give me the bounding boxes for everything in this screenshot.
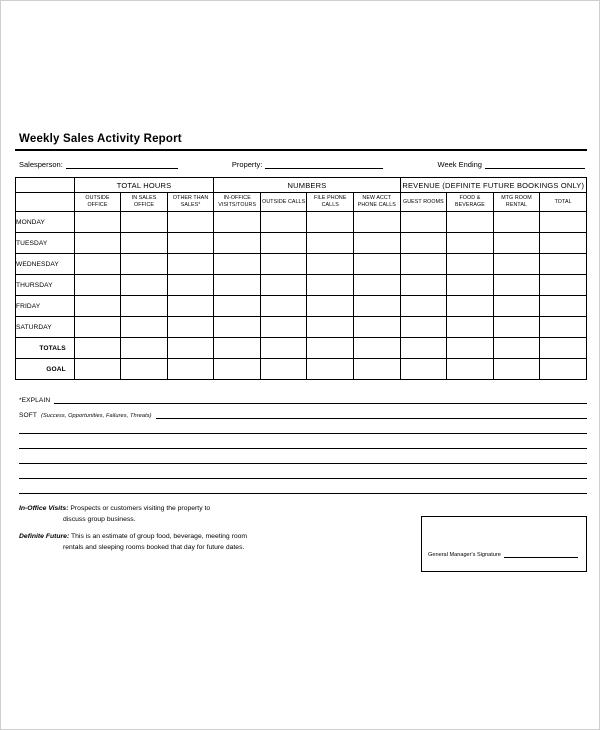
cell-monday-file-phone-calls[interactable] [307, 212, 354, 233]
cell-tuesday-in-office-visits[interactable] [214, 233, 261, 254]
cell-totals-outside-calls[interactable] [260, 338, 307, 359]
definition-continuation-definite-future: rentals and sleeping rooms booked that day for future dates. [63, 543, 245, 551]
cell-monday-outside-calls[interactable] [260, 212, 307, 233]
explain-input[interactable] [54, 394, 587, 404]
cell-friday-mtg-room-rental[interactable] [493, 296, 540, 317]
cell-saturday-total[interactable] [540, 317, 587, 338]
cell-thursday-outside-office[interactable] [74, 275, 121, 296]
salesperson-field[interactable] [19, 160, 178, 169]
cell-saturday-mtg-room-rental[interactable] [493, 317, 540, 338]
cell-goal-mtg-room-rental[interactable] [493, 359, 540, 380]
signature-field[interactable] [428, 550, 578, 558]
table-row [16, 359, 587, 380]
salesperson-input[interactable] [66, 160, 178, 169]
table-row [16, 338, 587, 359]
cell-totals-outside-office[interactable] [74, 338, 121, 359]
row-label-wednesday: WEDNESDAY [16, 254, 75, 275]
column-header-spacer [16, 193, 75, 212]
cell-goal-new-acct-phone-calls[interactable] [354, 359, 401, 380]
cell-goal-food-beverage[interactable] [447, 359, 494, 380]
table-group-header-row [16, 178, 587, 193]
col-food-beverage: FOOD & BEVERAGE [447, 193, 494, 212]
cell-friday-in-office-visits[interactable] [214, 296, 261, 317]
cell-saturday-outside-office[interactable] [74, 317, 121, 338]
notes-section [15, 389, 587, 494]
soft-input-line-5[interactable] [19, 469, 587, 479]
col-new-acct-phone-calls: NEW ACCT PHONE CALLS [354, 193, 401, 212]
table-row [16, 212, 587, 233]
table-row [16, 296, 587, 317]
definition-term-definite-future: Definite Future: [19, 533, 70, 541]
soft-input-line-4[interactable] [19, 454, 587, 464]
cell-goal-guest-rooms[interactable] [400, 359, 447, 380]
row-label-goal: GOAL [16, 359, 75, 380]
signature-input[interactable] [504, 550, 578, 558]
explain-row [19, 389, 587, 404]
cell-totals-food-beverage[interactable] [447, 338, 494, 359]
cell-thursday-food-beverage[interactable] [447, 275, 494, 296]
cell-wednesday-file-phone-calls[interactable] [307, 254, 354, 275]
cell-saturday-new-acct-phone-calls[interactable] [354, 317, 401, 338]
cell-friday-food-beverage[interactable] [447, 296, 494, 317]
page-title: Weekly Sales Activity Report [19, 133, 182, 145]
cell-friday-total[interactable] [540, 296, 587, 317]
cell-thursday-in-sales-office[interactable] [121, 275, 168, 296]
soft-input-line-2[interactable] [19, 424, 587, 434]
identity-row [15, 160, 587, 169]
cell-saturday-guest-rooms[interactable] [400, 317, 447, 338]
cell-monday-in-sales-office[interactable] [121, 212, 168, 233]
definition-term-in-office-visits: In-Office Visits: [19, 505, 69, 512]
row-label-monday: MONDAY [16, 212, 75, 233]
soft-sublabel: (Success, Opportunities, Failures, Threats) [40, 413, 152, 419]
cell-goal-outside-office[interactable] [74, 359, 121, 380]
definition-continuation-in-office-visits: discuss group business. [63, 515, 136, 523]
group-header-spacer [16, 178, 75, 193]
cell-friday-file-phone-calls[interactable] [307, 296, 354, 317]
col-in-office-visits: IN-OFFICE VISITS/TOURS [214, 193, 261, 212]
cell-wednesday-other-than-sales[interactable] [167, 254, 214, 275]
title-divider [15, 149, 587, 151]
table-row [16, 275, 587, 296]
col-in-sales-office: IN SALES OFFICE [121, 193, 168, 212]
cell-wednesday-total[interactable] [540, 254, 587, 275]
cell-monday-mtg-room-rental[interactable] [493, 212, 540, 233]
signature-label: General Manager's Signature [428, 552, 501, 558]
cell-friday-other-than-sales[interactable] [167, 296, 214, 317]
cell-monday-other-than-sales[interactable] [167, 212, 214, 233]
cell-goal-in-sales-office[interactable] [121, 359, 168, 380]
definition-text-in-office-visits: Prospects or customers visiting the property to [70, 505, 211, 512]
cell-tuesday-mtg-room-rental[interactable] [493, 233, 540, 254]
week-ending-field[interactable] [438, 160, 585, 169]
signature-box [421, 516, 587, 572]
soft-input-line-1[interactable] [156, 409, 587, 419]
row-label-saturday: SATURDAY [16, 317, 75, 338]
soft-row-2 [19, 419, 587, 434]
cell-totals-total[interactable] [540, 338, 587, 359]
cell-thursday-guest-rooms[interactable] [400, 275, 447, 296]
soft-row [19, 404, 587, 419]
cell-saturday-other-than-sales[interactable] [167, 317, 214, 338]
cell-wednesday-outside-calls[interactable] [260, 254, 307, 275]
soft-row-5 [19, 464, 587, 479]
cell-tuesday-file-phone-calls[interactable] [307, 233, 354, 254]
cell-monday-in-office-visits[interactable] [214, 212, 261, 233]
cell-monday-outside-office[interactable] [74, 212, 121, 233]
soft-input-line-3[interactable] [19, 439, 587, 449]
cell-totals-new-acct-phone-calls[interactable] [354, 338, 401, 359]
cell-thursday-mtg-room-rental[interactable] [493, 275, 540, 296]
cell-friday-in-sales-office[interactable] [121, 296, 168, 317]
cell-friday-new-acct-phone-calls[interactable] [354, 296, 401, 317]
report-sheet [15, 133, 587, 560]
cell-totals-mtg-room-rental[interactable] [493, 338, 540, 359]
activity-table [15, 177, 587, 380]
col-outside-office: OUTSIDE OFFICE [74, 193, 121, 212]
cell-tuesday-outside-calls[interactable] [260, 233, 307, 254]
table-row [16, 254, 587, 275]
table-row [16, 317, 587, 338]
cell-saturday-in-office-visits[interactable] [214, 317, 261, 338]
col-other-than-sales: OTHER THAN SALES* [167, 193, 214, 212]
soft-input-line-6[interactable] [19, 484, 587, 494]
soft-row-4 [19, 449, 587, 464]
cell-totals-guest-rooms[interactable] [400, 338, 447, 359]
cell-friday-guest-rooms[interactable] [400, 296, 447, 317]
salesperson-label: Salesperson: [19, 160, 63, 169]
cell-thursday-other-than-sales[interactable] [167, 275, 214, 296]
cell-wednesday-new-acct-phone-calls[interactable] [354, 254, 401, 275]
row-label-thursday: THURSDAY [16, 275, 75, 296]
property-field[interactable] [232, 160, 383, 169]
cell-tuesday-guest-rooms[interactable] [400, 233, 447, 254]
cell-thursday-total[interactable] [540, 275, 587, 296]
cell-wednesday-food-beverage[interactable] [447, 254, 494, 275]
group-header-numbers: NUMBERS [214, 178, 400, 193]
col-mtg-room-rental: MTG ROOM RENTAL [493, 193, 540, 212]
cell-wednesday-outside-office[interactable] [74, 254, 121, 275]
cell-thursday-new-acct-phone-calls[interactable] [354, 275, 401, 296]
col-total: TOTAL [540, 193, 587, 212]
cell-tuesday-food-beverage[interactable] [447, 233, 494, 254]
group-header-revenue: REVENUE (DEFINITE FUTURE BOOKINGS ONLY) [400, 178, 586, 193]
cell-wednesday-in-office-visits[interactable] [214, 254, 261, 275]
cell-wednesday-guest-rooms[interactable] [400, 254, 447, 275]
col-outside-calls: OUTSIDE CALLS [260, 193, 307, 212]
cell-goal-total[interactable] [540, 359, 587, 380]
cell-friday-outside-office[interactable] [74, 296, 121, 317]
row-label-tuesday: TUESDAY [16, 233, 75, 254]
cell-monday-new-acct-phone-calls[interactable] [354, 212, 401, 233]
property-label: Property: [231, 160, 263, 169]
cell-wednesday-mtg-room-rental[interactable] [493, 254, 540, 275]
col-guest-rooms: GUEST ROOMS [400, 193, 447, 212]
cell-monday-food-beverage[interactable] [447, 212, 494, 233]
cell-friday-outside-calls[interactable] [260, 296, 307, 317]
table-row [16, 233, 587, 254]
cell-saturday-food-beverage[interactable] [447, 317, 494, 338]
cell-monday-guest-rooms[interactable] [400, 212, 447, 233]
row-label-totals: TOTALS [16, 338, 75, 359]
definition-text-definite-future: This is an estimate of group food, beverage, meeting room [71, 533, 248, 541]
cell-thursday-file-phone-calls[interactable] [307, 275, 354, 296]
week-ending-label: Week Ending [437, 160, 482, 169]
cell-tuesday-total[interactable] [540, 233, 587, 254]
cell-saturday-outside-calls[interactable] [260, 317, 307, 338]
soft-label: SOFT [19, 412, 37, 419]
cell-tuesday-outside-office[interactable] [74, 233, 121, 254]
cell-goal-in-office-visits[interactable] [214, 359, 261, 380]
cell-goal-file-phone-calls[interactable] [307, 359, 354, 380]
group-header-total-hours: TOTAL HOURS [74, 178, 214, 193]
cell-totals-in-office-visits[interactable] [214, 338, 261, 359]
week-ending-input[interactable] [485, 160, 585, 169]
cell-saturday-file-phone-calls[interactable] [307, 317, 354, 338]
col-file-phone-calls: FILE PHONE CALLS [307, 193, 354, 212]
cell-monday-total[interactable] [540, 212, 587, 233]
row-label-friday: FRIDAY [16, 296, 75, 317]
cell-goal-other-than-sales[interactable] [167, 359, 214, 380]
table-column-header-row [16, 193, 587, 212]
cell-totals-in-sales-office[interactable] [121, 338, 168, 359]
cell-totals-file-phone-calls[interactable] [307, 338, 354, 359]
cell-tuesday-new-acct-phone-calls[interactable] [354, 233, 401, 254]
property-input[interactable] [265, 160, 383, 169]
cell-goal-outside-calls[interactable] [260, 359, 307, 380]
cell-wednesday-in-sales-office[interactable] [121, 254, 168, 275]
cell-tuesday-in-sales-office[interactable] [121, 233, 168, 254]
soft-row-3 [19, 434, 587, 449]
cell-totals-other-than-sales[interactable] [167, 338, 214, 359]
cell-saturday-in-sales-office[interactable] [121, 317, 168, 338]
cell-tuesday-other-than-sales[interactable] [167, 233, 214, 254]
cell-thursday-in-office-visits[interactable] [214, 275, 261, 296]
explain-label: *EXPLAIN [19, 397, 51, 404]
cell-thursday-outside-calls[interactable] [260, 275, 307, 296]
soft-row-6 [19, 479, 587, 494]
